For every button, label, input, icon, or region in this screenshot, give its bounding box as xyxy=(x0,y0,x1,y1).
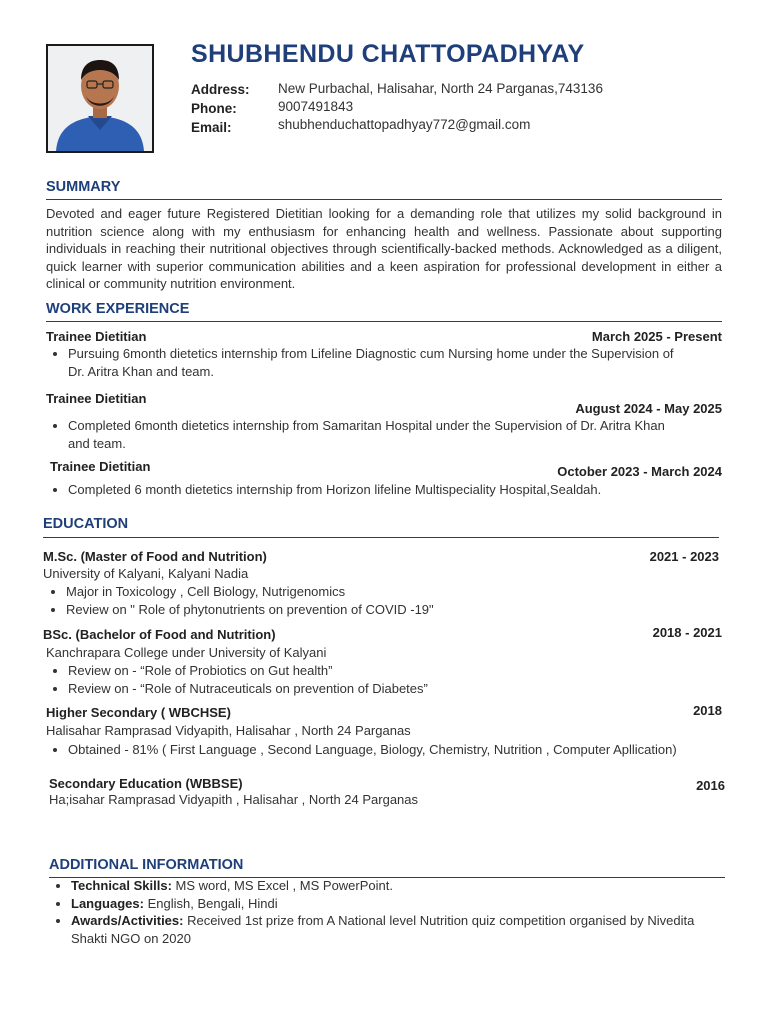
phone-value: 9007491843 xyxy=(278,99,354,114)
degree-years: 2021 - 2023 xyxy=(649,549,719,564)
list-item: • Pursuing 6month dietetics internship from Lifeline Diagnostic cum Nursing home under the Supervision of Dr. Aritra Khan and team. xyxy=(68,345,678,380)
job-bullets xyxy=(46,417,678,452)
job-role: Trainee Dietitian xyxy=(50,459,151,474)
degree-title: Higher Secondary ( WBCHSE) xyxy=(46,705,231,720)
phone-label: Phone: xyxy=(191,101,237,116)
job-role: Trainee Dietitian xyxy=(46,391,147,406)
list-item: • Review on - “Role of Probiotics on Gut health” xyxy=(68,662,708,680)
degree-title: Secondary Education (WBBSE) xyxy=(49,776,243,791)
list-item xyxy=(71,877,721,895)
job-dates: October 2023 - March 2024 xyxy=(557,464,722,479)
summary-text: Devoted and eager future Registered Dietitian looking for a demanding role that utilizes my solid background in nutrition science along with my enthusiasm for enhancing health and wellness. Passionate about supporting individuals in reaching their nutritional objectives through scientifically-backed methods. Acknowledged as a diligent, quick learner with superior communication abilities and a keen aspiration for professional development in either a clinical or community nutrition environment. xyxy=(46,206,722,291)
additional-list xyxy=(49,877,721,947)
item-label: Technical Skills: xyxy=(71,878,172,893)
email-value[interactable]: shubhenduchattopadhyay772@gmail.com xyxy=(278,117,531,132)
list-item xyxy=(71,912,721,947)
degree-years: 2018 - 2021 xyxy=(652,625,722,640)
summary-divider xyxy=(46,199,722,200)
item-text: Received 1st prize from A National level Nutrition quiz competition organised by Nivedita Shakti NGO on 2020 xyxy=(71,913,695,946)
profile-photo xyxy=(46,44,154,153)
list-item: • Major in Toxicology , Cell Biology, Nutrigenomics xyxy=(66,583,706,601)
list-item: • Obtained - 81% ( First Language , Second Language, Biology, Chemistry, Nutrition , Computer Apllication) xyxy=(68,741,700,759)
list-item: • Completed 6month dietetics internship from Samaritan Hospital under the Supervision of Dr. Aritra Khan and team. xyxy=(68,417,678,452)
summary-heading: SUMMARY xyxy=(46,179,121,195)
job-dates: August 2024 - May 2025 xyxy=(575,401,722,416)
item-text: MS word, MS Excel , MS PowerPoint. xyxy=(171,878,393,893)
degree-years: 2016 xyxy=(696,778,725,793)
education-heading: EDUCATION xyxy=(43,516,129,532)
degree-bullets xyxy=(46,662,708,697)
institution: University of Kalyani, Kalyani Nadia xyxy=(43,566,249,581)
job-role: Trainee Dietitian xyxy=(46,329,147,344)
item-label: Awards/Activities: xyxy=(71,913,184,928)
candidate-name: SHUBHENDU CHATTOPADHYAY xyxy=(191,40,585,68)
job-bullets xyxy=(46,481,718,499)
list-item xyxy=(71,895,721,913)
list-item: • Review on - “Role of Nutraceuticals on prevention of Diabetes” xyxy=(68,680,708,698)
address-label: Address: xyxy=(191,82,250,97)
degree-title: BSc. (Bachelor of Food and Nutrition) xyxy=(43,627,276,642)
institution: Ha;isahar Ramprasad Vidyapith , Halisahar , North 24 Parganas xyxy=(49,792,419,807)
list-item: • Review on " Role of phytonutrients on prevention of COVID -19" xyxy=(66,601,706,619)
education-divider xyxy=(43,537,719,538)
list-item: • Completed 6 month dietetics internship from Horizon lifeline Multispeciality Hospital,Sealdah. xyxy=(68,481,718,499)
person-photo-icon xyxy=(48,46,152,151)
institution: Halisahar Ramprasad Vidyapith, Halisahar , North 24 Parganas xyxy=(46,723,411,738)
job-dates: March 2025 - Present xyxy=(591,329,722,344)
degree-title: M.Sc. (Master of Food and Nutrition) xyxy=(43,549,267,564)
job-bullets xyxy=(46,345,678,380)
item-label: Languages: xyxy=(71,895,144,911)
degree-bullets xyxy=(46,741,700,759)
degree-years: 2018 xyxy=(693,703,722,718)
work-divider xyxy=(46,321,722,322)
work-heading: WORK EXPERIENCE xyxy=(46,301,190,317)
institution: Kanchrapara College under University of Kalyani xyxy=(46,645,327,660)
additional-heading: ADDITIONAL INFORMATION xyxy=(49,857,244,873)
degree-bullets xyxy=(44,583,706,618)
address-value: New Purbachal, Halisahar, North 24 Parganas,743136 xyxy=(278,81,603,96)
item-text: English, Bengali, Hindi xyxy=(143,895,278,911)
email-label: Email: xyxy=(191,120,232,135)
